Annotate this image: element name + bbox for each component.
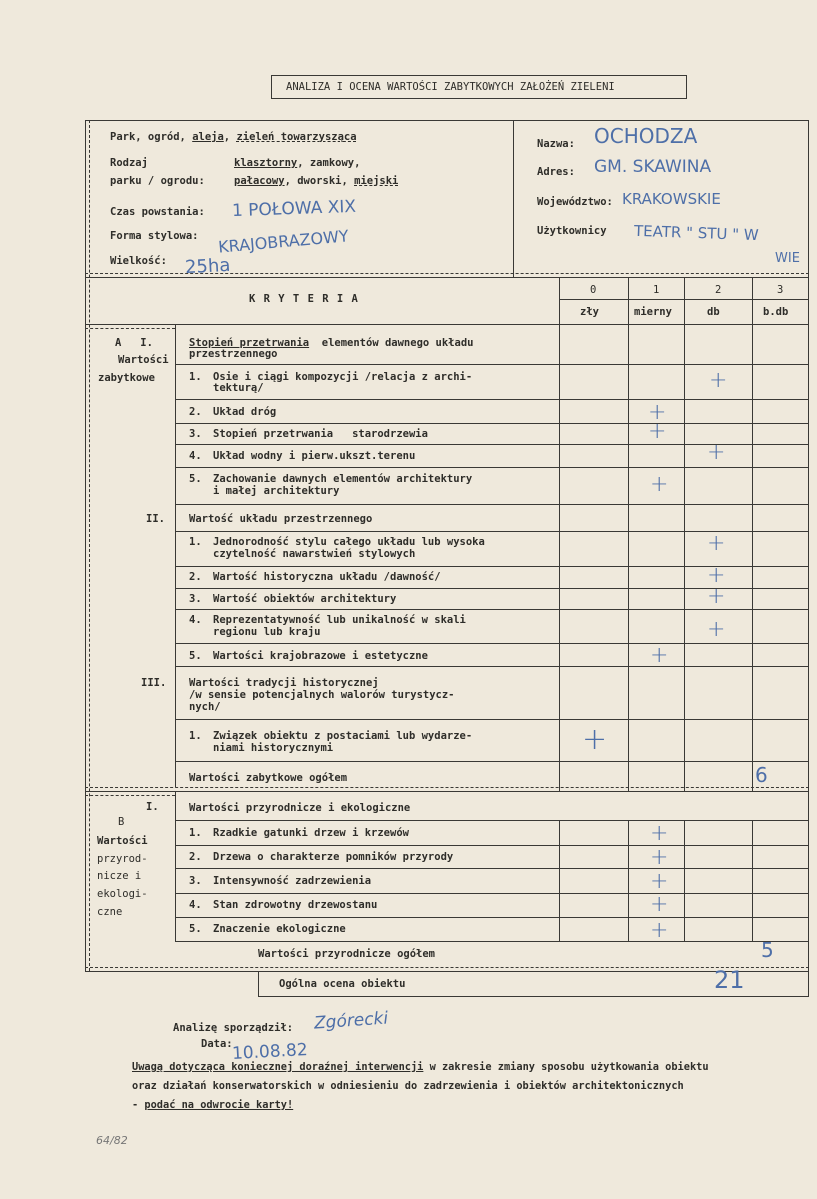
rodzaj-options-1: klasztorny, zamkowy, [234,157,361,169]
scale-2-num: 2 [715,284,722,296]
section-b-total-value: 5 [761,938,774,962]
row-a2-2-mark: + [707,563,726,588]
row-a1-4-text: Układ wodny i pierw.ukszt.terenu [213,450,416,462]
row-a2-1-mark: + [707,531,726,556]
note-line-3: - podać na odwrocie karty! [132,1099,294,1111]
data-label: Data: [201,1038,233,1050]
row-b-1-text: Rzadkie gatunki drzew i krzewów [213,827,409,839]
row-b-5-mark: + [650,918,669,943]
corner-number: 64/82 [96,1134,128,1147]
row-b-3-mark: + [650,869,669,894]
scale-2-label: db [707,306,720,318]
kryteria-heading: K R Y T E R I A [249,293,359,305]
section-b-name-5: czne [97,906,123,918]
row-a1-1-num: 1. [189,371,202,383]
row-b-4-mark: + [650,892,669,917]
wielkosc-label: Wielkość: [110,255,167,267]
section-b-name-2: przyrod- [97,853,148,865]
wojewodztwo-label: Województwo: [537,196,613,208]
row-a2-1-text-2: czytelność nawarstwień stylowych [213,548,416,560]
scale-1-num: 1 [653,284,660,296]
group-a3-code: III. [141,677,167,689]
overall-value: 21 [714,966,745,994]
row-b-3-num: 3. [189,875,202,887]
row-a3-1-text: Związek obiektu z postaciami lub wydarze- [213,730,473,742]
group-a2-code: II. [146,513,165,525]
row-a2-3-num: 3. [189,593,202,605]
row-b-2-mark: + [650,845,669,870]
section-a-total-value: 6 [755,763,768,787]
row-a1-5-text: Zachowanie dawnych elementów architektury [213,473,473,485]
row-a1-3-mark: + [648,419,667,444]
row-a1-1-text-2: tekturą/ [213,382,264,394]
row-a1-5-num: 5. [189,473,202,485]
wielkosc-value: 25ha [184,254,231,279]
row-a2-1-text: Jednorodność stylu całego układu lub wysoka [213,536,485,548]
row-b-4-text: Stan zdrowotny drzewostanu [213,899,378,911]
row-a1-3-text: Stopień przetrwania starodrzewia [213,428,428,440]
row-a1-5-text-2: i małej architektury [213,485,340,497]
row-b-4-num: 4. [189,899,202,911]
row-a1-2-text: Układ dróg [213,406,277,418]
row-a2-2-num: 2. [189,571,202,583]
section-b-name-3: nicze i [97,870,142,882]
type-line: Park, ogród, aleja, zieleń towarzysząca [110,131,357,143]
section-b-name-4: ekologi- [97,888,148,900]
row-b-2-text: Drzewa o charakterze pomników przyrody [213,851,454,863]
row-a2-1-num: 1. [189,536,202,548]
row-a3-1-mark: + [582,722,608,757]
analiza-label: Analizę sporządził: [173,1022,294,1034]
section-b-total-label: Wartości przyrodnicze ogółem [258,948,436,960]
row-a2-4-text: Reprezentatywność lub unikalność w skali [213,614,466,626]
row-b-5-num: 5. [189,923,202,935]
wojewodztwo-value: KRAKOWSKIE [622,190,721,208]
nazwa-value: OCHODZA [594,124,698,148]
row-a3-1-text-2: niami historycznymi [213,742,334,754]
row-a3-1-num: 1. [189,730,202,742]
uzytkownicy-label: Użytkownicy [537,225,607,237]
nazwa-label: Nazwa: [537,138,575,150]
section-a-name-2: zabytkowe [98,372,155,384]
row-a1-4-mark: + [707,440,726,465]
row-a2-2-text: Wartość historyczna układu /dawność/ [213,571,441,583]
row-b-1-mark: + [650,821,669,846]
forma-value: KRAJOBRAZOWY [217,226,350,257]
row-a2-4-mark: + [707,617,726,642]
group-a3-title-3: nych/ [189,701,221,713]
row-a1-1-text: Osie i ciągi kompozycji /relacja z archi- [213,371,473,383]
group-a3-title-2: /w sensie potencjalnych walorów turystycz- [189,689,455,701]
section-a-code: A I. [115,337,153,349]
group-a3-title: Wartości tradycji historycznej [189,677,379,689]
row-b-1-num: 1. [189,827,202,839]
section-b-code: I. [146,801,159,813]
row-a1-3-num: 3. [189,428,202,440]
overall-label: Ogólna ocena obiektu [279,978,406,990]
section-b-title: Wartości przyrodnicze i ekologiczne [189,802,411,814]
row-a2-5-text: Wartości krajobrazowe i estetyczne [213,650,428,662]
row-a1-1-mark: + [709,368,728,393]
data-value: 10.08.82 [231,1040,309,1064]
row-b-5-text: Znaczenie ekologiczne [213,923,346,935]
note-line-2: oraz działań konserwatorskich w odniesieniu do zadrzewienia i obiektów architektonicznych [132,1080,684,1092]
section-a-total-label: Wartości zabytkowe ogółem [189,772,348,784]
scale-1-label: mierny [634,306,672,318]
row-a1-5-mark: + [650,472,669,497]
row-a1-2-num: 2. [189,406,202,418]
forma-label: Forma stylowa: [110,230,199,242]
group-a2-title: Wartość układu przestrzennego [189,513,373,525]
row-a2-4-text-2: regionu lub kraju [213,626,321,638]
scale-3-label: b.db [763,306,789,318]
section-b-letter: B [118,816,125,828]
row-a1-2-mark: + [648,400,667,425]
signature: Zgórecki [313,1008,389,1034]
uzytkownicy-value: TEATR " STU " W [633,221,759,245]
row-a2-3-text: Wartość obiektów architektury [213,593,397,605]
rodzaj-options-2: pałacowy, dworski, miejski [234,175,399,187]
adres-label: Adres: [537,166,575,178]
scale-3-num: 3 [777,284,784,296]
scale-0-num: 0 [590,284,597,296]
group-a1-title: Stopień przetrwania elementów dawnego układu [189,337,474,349]
row-a2-3-mark: + [707,584,726,609]
czas-label: Czas powstania: [110,206,205,218]
row-a2-5-mark: + [650,643,669,668]
scale-0-label: zły [580,306,599,318]
section-a-name: Wartości [118,354,169,366]
row-a2-5-num: 5. [189,650,202,662]
row-b-2-num: 2. [189,851,202,863]
row-b-3-text: Intensywność zadrzewienia [213,875,372,887]
section-b-name: Wartości [97,835,148,847]
uzytkownicy-value-2: WIE [775,251,800,266]
row-a2-4-num: 4. [189,614,202,626]
group-a1-title-2: przestrzennego [189,348,278,360]
rodzaj-label-2: parku / ogrodu: [110,175,205,187]
note-line-1: Uwagą dotycząca koniecznej doraźnej interwencji w zakresie zmiany sposobu użytkowania obiektu [132,1061,709,1073]
rodzaj-label: Rodzaj [110,157,148,169]
row-a1-4-num: 4. [189,450,202,462]
adres-value: GM. SKAWINA [594,157,712,177]
form-title: ANALIZA I OCENA WARTOŚCI ZABYTKOWYCH ZAŁOŻEŃ ZIELENI [286,81,615,93]
czas-value: 1 POŁOWA XIX [231,196,357,222]
